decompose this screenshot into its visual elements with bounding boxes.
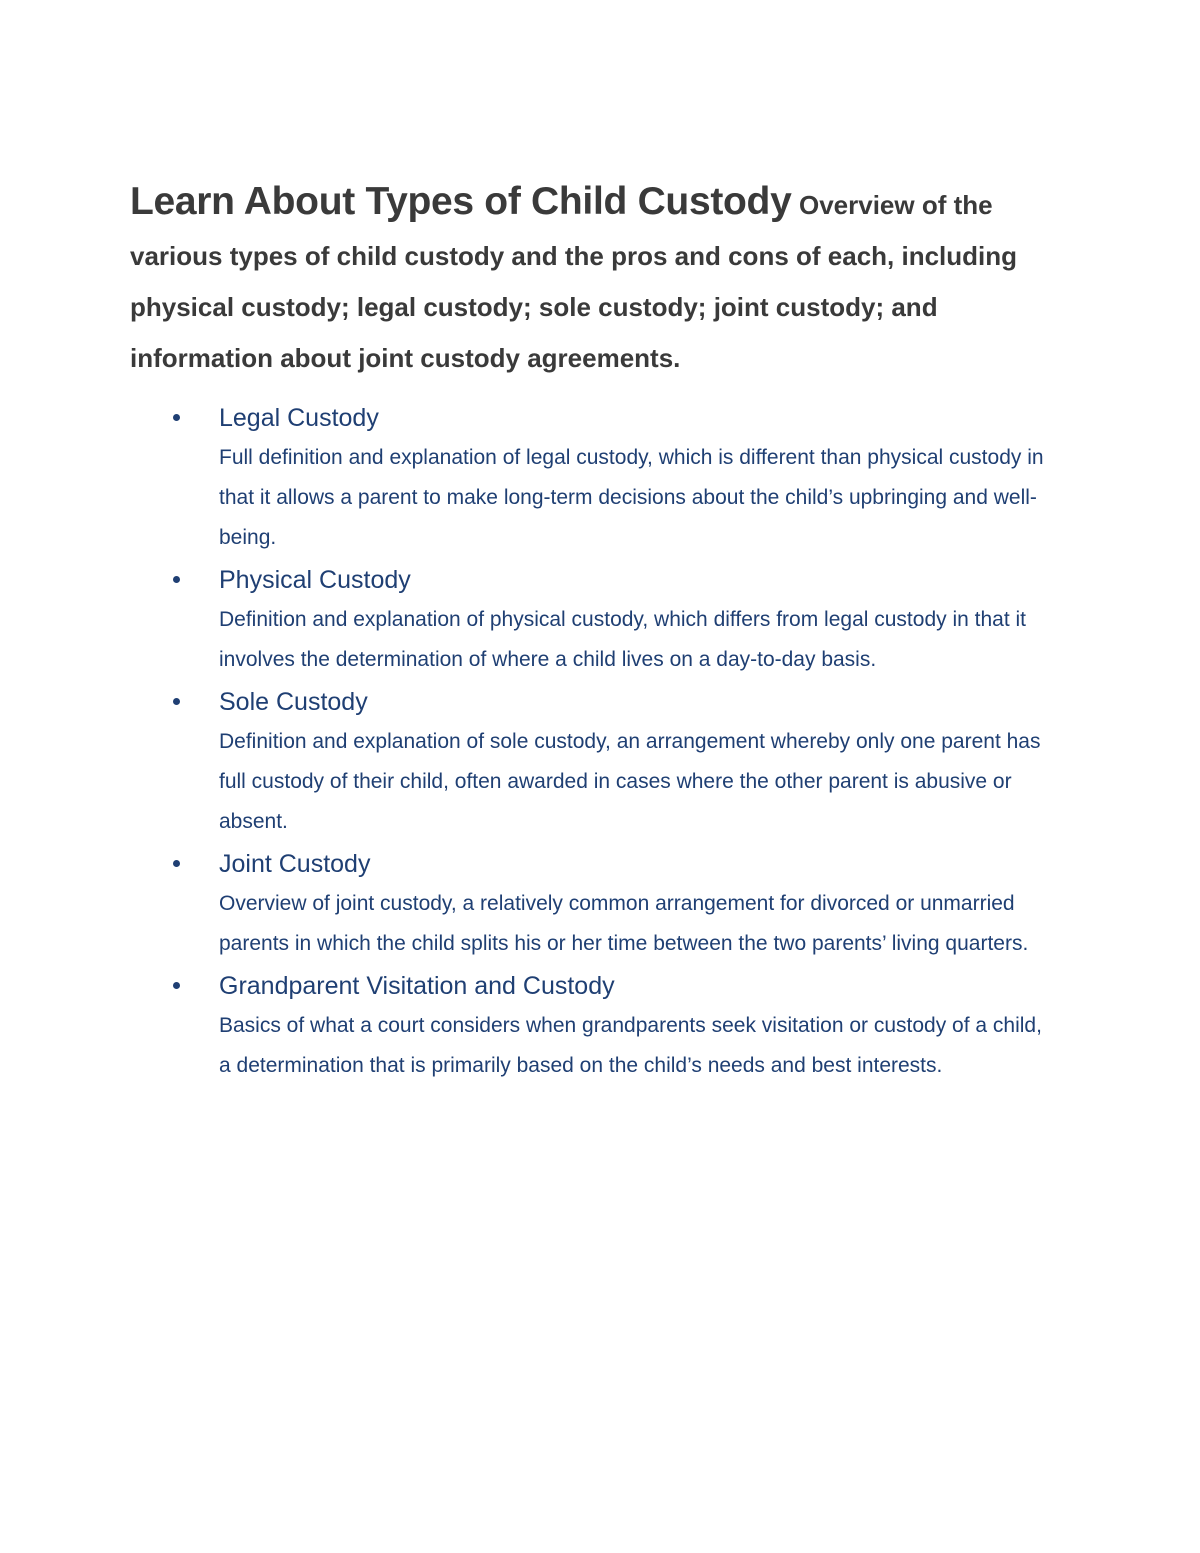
topic-link-legal-custody[interactable]: Legal Custody [219,404,379,432]
topic-description: Definition and explanation of physical custody, which differs from legal custody in that it involves the determination of where a child lives on a day-to-day basis. [219,608,1026,671]
bullet-icon [173,414,180,421]
document-page [130,176,1060,1088]
bullet-icon [173,982,180,989]
topic-description: Definition and explanation of sole custody, an arrangement whereby only one parent has full custody of their child, often awarded in cases where the other parent is abusive or absent. [219,730,1041,833]
topic-link-joint-custody[interactable]: Joint Custody [219,850,371,878]
topic-description: Overview of joint custody, a relatively common arrangement for divorced or unmarried parents in which the child splits his or her time between the two parents’ living quarters. [219,892,1029,955]
page-heading [130,176,1060,384]
page-subtitle: Overview of the various types of child custody and the pros and cons of each, including physical custody; legal custody; sole custody; joint custody; and information about joint custody agreements. [130,190,1018,373]
topic-link-grandparent-visitation[interactable]: Grandparent Visitation and Custody [219,972,615,1000]
list-item [130,844,1060,964]
topic-link-physical-custody[interactable]: Physical Custody [219,566,411,594]
bullet-icon [173,698,180,705]
topic-list [130,398,1060,1086]
topic-description: Full definition and explanation of legal custody, which is different than physical custody in that it allows a parent to make long-term decisions about the child’s upbringing and well-being. [219,446,1044,549]
list-item [130,560,1060,680]
list-item [130,966,1060,1086]
list-item [130,682,1060,842]
page-title: Learn About Types of Child Custody [130,180,792,223]
topic-link-sole-custody[interactable]: Sole Custody [219,688,368,716]
bullet-icon [173,860,180,867]
list-item [130,398,1060,558]
topic-description: Basics of what a court considers when grandparents seek visitation or custody of a child, a determination that is primarily based on the child’s needs and best interests. [219,1014,1042,1077]
bullet-icon [173,576,180,583]
